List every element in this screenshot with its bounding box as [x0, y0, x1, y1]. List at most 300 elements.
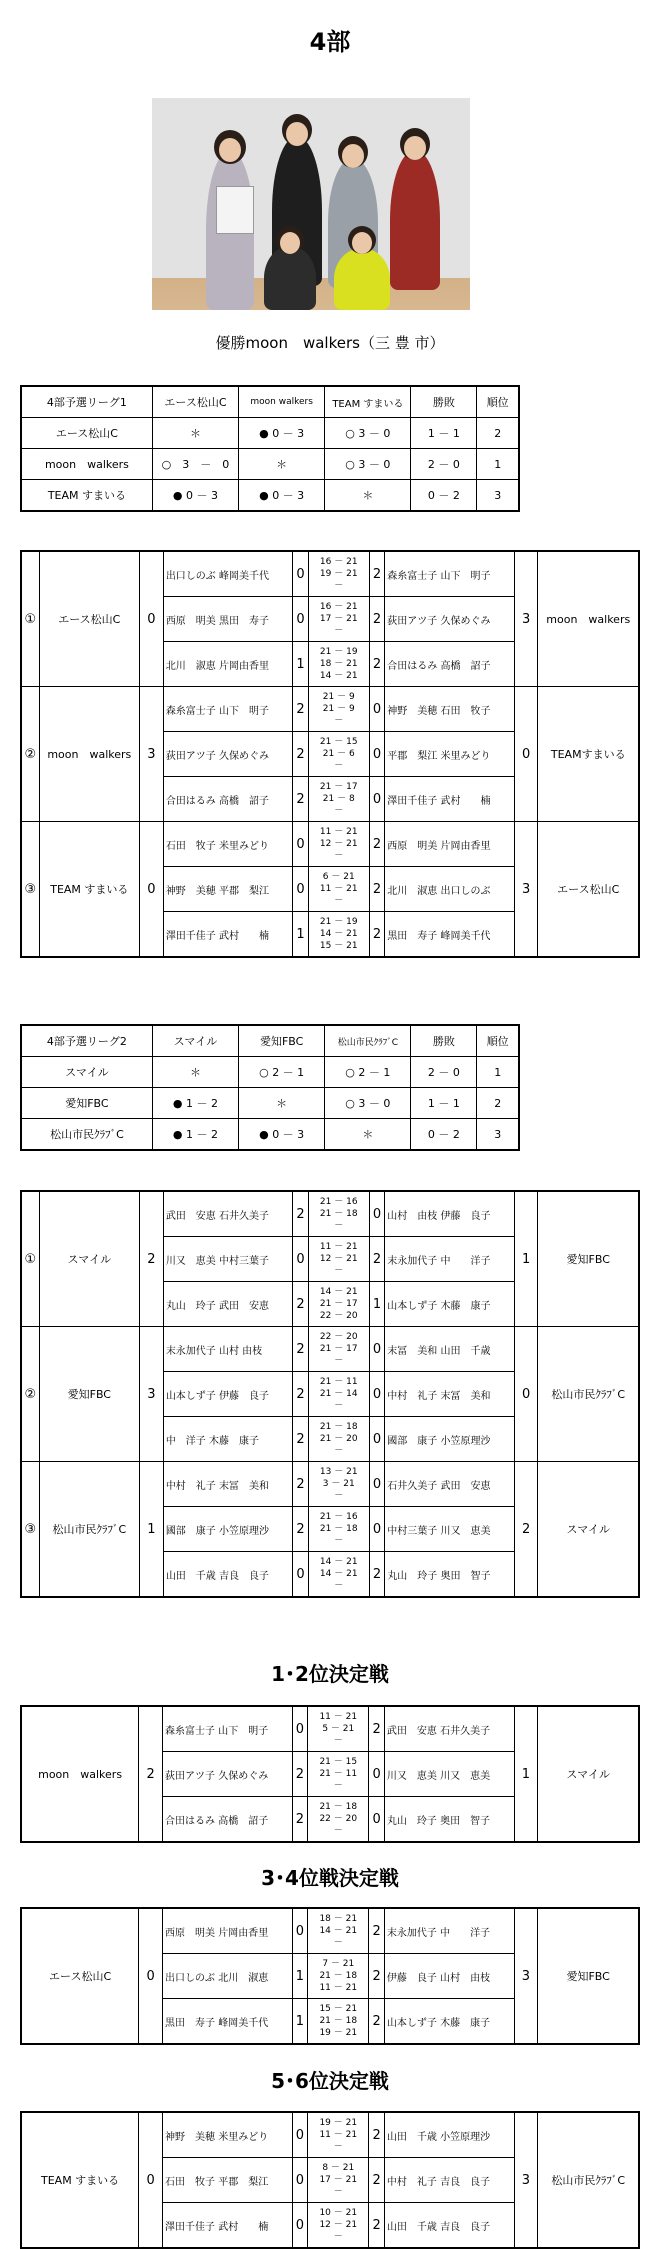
right-team-score: 0 — [514, 1327, 538, 1462]
right-pair-players: 森糸富士子 山下 明子 — [385, 551, 514, 597]
set-score: 21 － 18 — [319, 1802, 358, 1812]
right-games-won: 2 — [369, 867, 385, 912]
right-pair-players: 北川 淑恵 出口しのぶ — [385, 867, 514, 912]
right-pair-players: 山田 千歳 吉良 良子 — [384, 2203, 514, 2249]
set-score: 21 － 18 — [319, 1422, 358, 1432]
set-score: － — [334, 1446, 344, 1456]
league-cell: 3 — [477, 1119, 519, 1151]
set-scores — [308, 1507, 369, 1552]
league-cell: 2 — [477, 1088, 519, 1119]
set-scores — [308, 777, 369, 822]
set-score: 8 － 21 — [322, 2163, 355, 2173]
right-team-score: 0 — [514, 687, 538, 822]
set-scores — [308, 1417, 369, 1462]
set-score: 21 － 16 — [319, 1197, 358, 1207]
set-score: 7 － 21 — [322, 1959, 355, 1969]
set-score: 12 － 21 — [319, 1254, 358, 1264]
right-team-score: 3 — [514, 551, 538, 687]
right-pair-players: 山本しず子 木藤 康子 — [384, 1999, 514, 2045]
match-number: ③ — [21, 1462, 39, 1598]
right-pair-players: 末永加代子 中 洋子 — [384, 1908, 514, 1954]
left-games-won: 2 — [293, 1462, 309, 1507]
set-scores — [308, 732, 369, 777]
left-games-won: 2 — [293, 1282, 309, 1327]
set-scores — [308, 2112, 369, 2158]
right-team-name: エース松山C — [538, 822, 639, 958]
right-pair-players: 合田はるみ 高橋 詔子 — [385, 642, 514, 687]
left-pair-players: 神野 美穂 平郡 梨江 — [163, 867, 292, 912]
right-games-won: 2 — [369, 2203, 385, 2249]
left-pair-players: 國部 康子 小笠原理沙 — [163, 1507, 292, 1552]
right-pair-players: 國部 康子 小笠原理沙 — [385, 1417, 514, 1462]
league-cell: ○ 3 － 0 — [325, 449, 411, 480]
set-score: 18 － 21 — [319, 1914, 358, 1924]
left-pair-players: 山田 千歳 吉良 良子 — [163, 1552, 292, 1598]
set-score: 21 － 17 — [319, 1344, 358, 1354]
set-score: 21 － 11 — [319, 1377, 358, 1387]
left-team-name: TEAM すまいる — [21, 2112, 139, 2248]
left-games-won: 2 — [293, 732, 309, 777]
set-score: 6 － 21 — [322, 872, 355, 882]
left-pair-players: 出口しのぶ 北川 淑恵 — [163, 1954, 293, 1999]
left-pair-players: 森糸富士子 山下 明子 — [163, 687, 292, 732]
set-score: 17 － 21 — [319, 2175, 358, 2185]
set-score: 21 － 16 — [319, 1512, 358, 1522]
league-cell: 0 － 2 — [411, 480, 477, 512]
set-score: 14 － 21 — [319, 1287, 358, 1297]
right-team-name: 愛知FBC — [538, 1191, 639, 1327]
set-score: 15 － 21 — [319, 2004, 358, 2014]
league-header: moon walkers — [239, 386, 325, 418]
set-score: 21 － 8 — [322, 794, 355, 804]
left-team-score: 0 — [140, 551, 164, 687]
left-team-name: 愛知FBC — [39, 1327, 139, 1462]
right-pair-players: 伊藤 良子 山村 由枝 — [384, 1954, 514, 1999]
set-score: － — [333, 1938, 343, 1948]
set-score: 21 － 17 — [319, 782, 358, 792]
league-cell: 1 － 1 — [411, 1088, 477, 1119]
set-score: － — [334, 806, 344, 816]
left-team-score: 3 — [140, 1327, 164, 1462]
set-score: 21 － 19 — [319, 647, 358, 657]
right-games-won: 0 — [369, 777, 385, 822]
right-pair-players: 石井久美子 武田 安恵 — [385, 1462, 514, 1507]
set-score: 21 － 15 — [319, 737, 358, 747]
match-table — [20, 1907, 640, 2045]
right-team-score: 1 — [514, 1191, 538, 1327]
right-pair-players: 武田 安恵 石井久美子 — [384, 1706, 514, 1752]
right-pair-players: 山本しず子 木藤 康子 — [385, 1282, 514, 1327]
left-games-won: 2 — [293, 777, 309, 822]
left-games-won: 0 — [293, 597, 309, 642]
set-score: － — [334, 1221, 344, 1231]
right-games-won: 2 — [369, 822, 385, 867]
left-pair-players: 合田はるみ 高橋 詔子 — [163, 777, 292, 822]
left-games-won: 1 — [293, 912, 309, 958]
set-score: 12 － 21 — [319, 839, 358, 849]
set-score: － — [334, 716, 344, 726]
left-team-name: moon walkers — [39, 687, 139, 822]
left-team-score: 0 — [140, 822, 164, 958]
right-pair-players: 末冨 美和 山田 千歳 — [385, 1327, 514, 1372]
left-pair-players: 合田はるみ 高橋 詔子 — [163, 1797, 293, 1843]
left-pair-players: 末永加代子 山村 由枝 — [163, 1327, 292, 1372]
set-score: － — [334, 1536, 344, 1546]
set-scores — [308, 551, 369, 597]
league-cell: ● 1 － 2 — [152, 1088, 238, 1119]
set-scores — [308, 912, 369, 958]
set-scores — [308, 597, 369, 642]
right-pair-players: 山田 千歳 小笠原理沙 — [384, 2112, 514, 2158]
set-score: 16 － 21 — [319, 557, 358, 567]
left-games-won: 2 — [292, 1752, 308, 1797]
right-games-won: 2 — [369, 1706, 385, 1752]
left-games-won: 0 — [292, 2112, 308, 2158]
match-number: ① — [21, 1191, 39, 1327]
team-photo — [152, 98, 470, 310]
set-score: － — [334, 761, 344, 771]
right-games-won: 2 — [369, 2112, 385, 2158]
league-cell: ＊ — [239, 449, 325, 480]
left-games-won: 2 — [293, 1327, 309, 1372]
left-games-won: 1 — [293, 642, 309, 687]
left-team-name: TEAM すまいる — [39, 822, 139, 958]
left-pair-players: 丸山 玲子 武田 安恵 — [163, 1282, 292, 1327]
left-games-won: 0 — [292, 1706, 308, 1752]
match-number: ③ — [21, 822, 39, 958]
set-score: 5 － 21 — [322, 1724, 355, 1734]
set-score: － — [333, 2232, 343, 2242]
right-games-won: 2 — [369, 597, 385, 642]
set-score: 22 － 20 — [319, 1311, 358, 1321]
league-header: エース松山C — [152, 386, 238, 418]
set-scores — [308, 1954, 369, 1999]
league-cell: ＊ — [325, 1119, 411, 1151]
set-score: 21 － 18 — [319, 1209, 358, 1219]
right-games-won: 2 — [369, 912, 385, 958]
league-cell: ● 0 － 3 — [152, 480, 238, 512]
set-score: 21 － 15 — [319, 1757, 358, 1767]
set-scores — [308, 1797, 369, 1843]
left-team-score: 2 — [140, 1191, 164, 1327]
league-cell: 1 — [477, 1057, 519, 1088]
set-score: － — [333, 1826, 343, 1836]
right-games-won: 0 — [369, 1752, 385, 1797]
left-pair-players: 西原 明美 黒田 寿子 — [163, 597, 292, 642]
left-games-won: 1 — [292, 1954, 308, 1999]
match-number: ① — [21, 551, 39, 687]
left-games-won: 2 — [293, 1191, 309, 1237]
right-pair-players: 丸山 玲子 奥田 智子 — [385, 1552, 514, 1598]
right-pair-players: 山村 由枝 伊藤 良子 — [385, 1191, 514, 1237]
set-scores — [308, 867, 369, 912]
left-games-won: 2 — [292, 1797, 308, 1843]
set-score: 12 － 21 — [319, 2220, 358, 2230]
left-games-won: 2 — [293, 1507, 309, 1552]
set-score: 21 － 17 — [319, 1299, 358, 1309]
set-scores — [308, 1908, 369, 1954]
league-cell: ● 0 － 3 — [239, 480, 325, 512]
left-games-won: 0 — [293, 1552, 309, 1598]
set-score: 11 － 21 — [319, 2130, 358, 2140]
set-score: 21 － 9 — [322, 704, 355, 714]
set-score: 10 － 21 — [319, 2208, 358, 2218]
team-name: 松山市民ｸﾗﾌﾞC — [21, 1119, 152, 1151]
league-header: TEAM すまいる — [325, 386, 411, 418]
set-score: 21 － 18 — [319, 1971, 358, 1981]
league-cell: 2 － 0 — [411, 1057, 477, 1088]
set-score: － — [334, 581, 344, 591]
set-score: 21 － 11 — [319, 1769, 358, 1779]
set-scores — [308, 2203, 369, 2249]
right-team-score: 3 — [514, 1908, 538, 2044]
set-score: 14 － 21 — [319, 1926, 358, 1936]
right-games-won: 0 — [369, 1797, 385, 1843]
league-cell: ○ 3 － 0 — [325, 418, 411, 449]
set-scores — [308, 1706, 369, 1752]
left-team-name: 松山市民ｸﾗﾌﾞC — [39, 1462, 139, 1598]
set-scores — [308, 822, 369, 867]
right-games-won: 1 — [369, 1282, 385, 1327]
right-games-won: 2 — [369, 551, 385, 597]
league-header: 4部予選リーグ1 — [21, 386, 152, 418]
league-cell: ○ 2 － 1 — [239, 1057, 325, 1088]
left-pair-players: 荻田アツ子 久保めぐみ — [163, 732, 292, 777]
league-header: 4部予選リーグ2 — [21, 1025, 152, 1057]
set-score: － — [334, 1491, 344, 1501]
right-games-won: 0 — [369, 1507, 385, 1552]
left-pair-players: 澤田千佳子 武村 楠 — [163, 912, 292, 958]
set-score: － — [334, 1581, 344, 1591]
league-header: 順位 — [477, 1025, 519, 1057]
league-cell: 3 — [477, 480, 519, 512]
section-title-1-2: 1･2位決定戦 — [271, 1662, 389, 1686]
right-pair-players: 澤田千佳子 武村 楠 — [385, 777, 514, 822]
league-header: 勝敗 — [411, 1025, 477, 1057]
set-score: 19 － 21 — [319, 2118, 358, 2128]
set-score: － — [333, 1736, 343, 1746]
left-pair-players: 石田 牧子 米里みどり — [163, 822, 292, 867]
league-header: 愛知FBC — [239, 1025, 325, 1057]
set-score: 21 － 19 — [319, 917, 358, 927]
left-games-won: 1 — [292, 1999, 308, 2045]
right-pair-players: 丸山 玲子 奥田 智子 — [384, 1797, 514, 1843]
left-pair-players: 森糸富士子 山下 明子 — [163, 1706, 293, 1752]
team-name: エース松山C — [21, 418, 152, 449]
league-cell: ● 0 － 3 — [239, 1119, 325, 1151]
league-cell: ● 0 － 3 — [239, 418, 325, 449]
left-team-score: 0 — [139, 1908, 163, 2044]
right-games-won: 2 — [369, 1908, 385, 1954]
set-score: 21 － 9 — [322, 692, 355, 702]
set-scores — [308, 1372, 369, 1417]
left-pair-players: 北川 淑恵 片岡由香里 — [163, 642, 292, 687]
set-score: 19 － 21 — [319, 2028, 358, 2038]
right-team-name: TEAMすまいる — [538, 687, 639, 822]
team-name: moon walkers — [21, 449, 152, 480]
left-pair-players: 中村 礼子 末冨 美和 — [163, 1462, 292, 1507]
right-games-won: 2 — [369, 642, 385, 687]
league-cell: ● 1 － 2 — [152, 1119, 238, 1151]
set-score: 14 － 21 — [319, 1569, 358, 1579]
set-scores — [308, 1327, 369, 1372]
league-cell: ＊ — [152, 418, 238, 449]
left-games-won: 2 — [293, 1372, 309, 1417]
right-games-won: 0 — [369, 687, 385, 732]
league-header: 勝敗 — [411, 386, 477, 418]
set-score: 13 － 21 — [319, 1467, 358, 1477]
left-pair-players: 石田 牧子 平郡 梨江 — [163, 2158, 293, 2203]
set-scores — [308, 1999, 369, 2045]
right-games-won: 2 — [369, 2158, 385, 2203]
right-team-name: スマイル — [538, 1462, 639, 1598]
set-score: 21 － 6 — [322, 749, 355, 759]
set-score: 21 － 14 — [319, 1389, 358, 1399]
right-pair-players: 黒田 寿子 峰岡美千代 — [385, 912, 514, 958]
set-score: － — [333, 2187, 343, 2197]
league-header: スマイル — [152, 1025, 238, 1057]
right-pair-players: 末永加代子 中 洋子 — [385, 1237, 514, 1282]
right-pair-players: 神野 美穂 石田 牧子 — [385, 687, 514, 732]
league-table-1 — [20, 385, 520, 512]
right-games-won: 0 — [369, 732, 385, 777]
set-score: 18 － 21 — [319, 659, 358, 669]
left-team-score: 1 — [140, 1462, 164, 1598]
set-score: 17 － 21 — [319, 614, 358, 624]
match-table — [20, 2111, 640, 2249]
league-header: 松山市民ｸﾗﾌﾞC — [325, 1025, 411, 1057]
set-score: 11 － 21 — [319, 1712, 358, 1722]
left-team-score: 0 — [139, 2112, 163, 2248]
right-team-score: 1 — [514, 1706, 538, 1842]
league-cell: ○ 2 － 1 — [325, 1057, 411, 1088]
set-score: － — [334, 1266, 344, 1276]
league-cell: 2 — [477, 418, 519, 449]
set-scores — [308, 642, 369, 687]
set-score: 14 － 21 — [319, 1557, 358, 1567]
set-score: 11 － 21 — [319, 1983, 358, 1993]
left-games-won: 0 — [292, 2158, 308, 2203]
right-team-name: moon walkers — [538, 551, 639, 687]
right-games-won: 2 — [369, 1237, 385, 1282]
right-team-name: 松山市民ｸﾗﾌﾞC — [538, 1327, 639, 1462]
right-games-won: 2 — [369, 1552, 385, 1598]
league-cell: ○ 3 － 0 — [325, 1088, 411, 1119]
left-games-won: 2 — [293, 687, 309, 732]
set-score: 14 － 21 — [319, 671, 358, 681]
left-games-won: 0 — [292, 1908, 308, 1954]
set-score: 22 － 20 — [319, 1814, 358, 1824]
right-games-won: 0 — [369, 1462, 385, 1507]
league-cell: ○ 3 － 0 — [152, 449, 238, 480]
match-table — [20, 1190, 640, 1598]
right-pair-players: 中村三葉子 川又 恵美 — [385, 1507, 514, 1552]
left-pair-players: 神野 美穂 米里みどり — [163, 2112, 293, 2158]
left-games-won: 2 — [293, 1417, 309, 1462]
league-cell: 1 － 1 — [411, 418, 477, 449]
set-scores — [308, 1552, 369, 1598]
set-score: 21 － 20 — [319, 1434, 358, 1444]
right-team-score: 3 — [514, 2112, 538, 2248]
left-pair-players: 武田 安恵 石井久美子 — [163, 1191, 292, 1237]
set-scores — [308, 1282, 369, 1327]
league-cell: ＊ — [152, 1057, 238, 1088]
left-team-name: moon walkers — [21, 1706, 139, 1842]
right-games-won: 0 — [369, 1417, 385, 1462]
right-pair-players: 西原 明美 片岡由香里 — [385, 822, 514, 867]
set-scores — [308, 1191, 369, 1237]
right-games-won: 0 — [369, 1372, 385, 1417]
league-cell: ＊ — [325, 480, 411, 512]
right-team-name: 愛知FBC — [538, 1908, 639, 2044]
right-games-won: 2 — [369, 1999, 385, 2045]
set-score: － — [334, 626, 344, 636]
left-pair-players: 山本しず子 伊藤 良子 — [163, 1372, 292, 1417]
left-pair-players: 中 洋子 木藤 康子 — [163, 1417, 292, 1462]
right-team-name: スマイル — [538, 1706, 639, 1842]
left-team-score: 2 — [139, 1706, 163, 1842]
right-team-score: 3 — [514, 822, 538, 958]
set-score: － — [334, 1401, 344, 1411]
team-name: TEAM すまいる — [21, 480, 152, 512]
left-team-name: エース松山C — [39, 551, 139, 687]
right-pair-players: 中村 礼子 末冨 美和 — [385, 1372, 514, 1417]
set-score: 11 － 21 — [319, 827, 358, 837]
set-scores — [308, 2158, 369, 2203]
left-pair-players: 澤田千佳子 武村 楠 — [163, 2203, 293, 2249]
right-games-won: 0 — [369, 1327, 385, 1372]
left-games-won: 0 — [292, 2203, 308, 2249]
league-cell: ＊ — [239, 1088, 325, 1119]
left-pair-players: 出口しのぶ 峰岡美千代 — [163, 551, 292, 597]
right-pair-players: 荻田アツ子 久保めぐみ — [385, 597, 514, 642]
right-team-score: 2 — [514, 1462, 538, 1598]
left-games-won: 0 — [293, 867, 309, 912]
set-score: － — [333, 2142, 343, 2152]
set-score: 11 － 21 — [319, 884, 358, 894]
league-table-2 — [20, 1024, 520, 1151]
left-team-score: 3 — [140, 687, 164, 822]
left-pair-players: 荻田アツ子 久保めぐみ — [163, 1752, 293, 1797]
set-score: 3 － 21 — [322, 1479, 355, 1489]
left-pair-players: 西原 明美 片岡由香里 — [163, 1908, 293, 1954]
match-number: ② — [21, 687, 39, 822]
section-title-3-4: 3･4位戦決定戦 — [261, 1866, 399, 1890]
set-score: 15 － 21 — [319, 941, 358, 951]
league-header: 順位 — [477, 386, 519, 418]
left-pair-players: 黒田 寿子 峰岡美千代 — [163, 1999, 293, 2045]
set-scores — [308, 1237, 369, 1282]
set-score: 21 － 18 — [319, 1524, 358, 1534]
team-name: 愛知FBC — [21, 1088, 152, 1119]
right-pair-players: 中村 礼子 吉良 良子 — [384, 2158, 514, 2203]
match-number: ② — [21, 1327, 39, 1462]
right-pair-players: 川又 恵美 川又 恵美 — [384, 1752, 514, 1797]
set-score: － — [333, 1781, 343, 1791]
right-team-name: 松山市民ｸﾗﾌﾞC — [538, 2112, 639, 2248]
set-score: － — [334, 896, 344, 906]
league-cell: 2 － 0 — [411, 449, 477, 480]
set-score: 14 － 21 — [319, 929, 358, 939]
right-pair-players: 平郡 梨江 米里みどり — [385, 732, 514, 777]
league-cell: 1 — [477, 449, 519, 480]
match-table — [20, 1705, 640, 1843]
right-games-won: 2 — [369, 1954, 385, 1999]
set-scores — [308, 1462, 369, 1507]
set-scores — [308, 1752, 369, 1797]
league-cell: 0 － 2 — [411, 1119, 477, 1151]
page-title: 4部 — [309, 28, 351, 56]
